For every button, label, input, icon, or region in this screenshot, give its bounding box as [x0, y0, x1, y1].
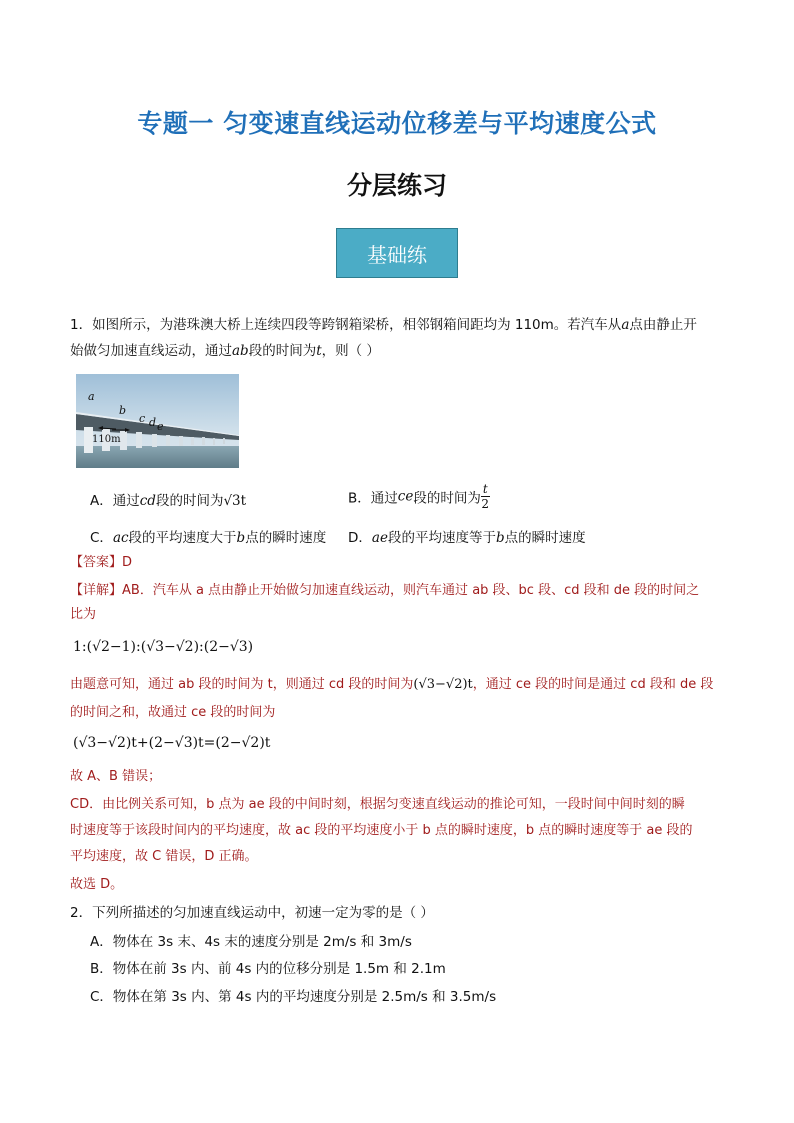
question-1-line-1: 1．如图所示，为港珠澳大桥上连续四段等跨钢箱梁桥，相邻钢箱间距均为 110m。若汽车从a点由静止开: [70, 317, 697, 333]
option-d: D．ae段的平均速度等于b点的瞬时速度: [348, 530, 586, 546]
bridge-photo: [76, 374, 239, 468]
detail-line-2: 由题意可知，通过 ab 段的时间为 t，则通过 cd 段的时间为(√3−√2)t，通过 ce 段的时间是通过 cd 段和 de 段: [70, 677, 714, 692]
ratio-formula: 1:(√2−1):(√3−√2):(2−√3): [73, 639, 254, 655]
option-c: C．ac段的平均速度大于b点的瞬时速度: [90, 530, 327, 546]
section-label: 基础练: [336, 228, 458, 278]
q2-option-c: C．物体在第 3s 内、第 4s 内的平均速度分别是 2.5m/s 和 3.5m/s: [90, 989, 497, 1005]
page-title: 专题一 匀变速直线运动位移差与平均速度公式: [137, 109, 657, 138]
q2-option-b: B．物体在前 3s 内、前 4s 内的位移分别是 1.5m 和 2.1m: [90, 961, 446, 977]
bridge-distance-label: 110m: [92, 434, 121, 445]
fraction-t-over-2: $\frac{t}{2}$: [481, 482, 490, 511]
detail-line-1: 【详解】AB．汽车从 a 点由静止开始做匀加速直线运动，则汽车通过 ab 段、bc 段、cd 段和 de 段的时间之: [70, 583, 700, 598]
option-a: A．通过cd段的时间为√3t: [90, 493, 247, 509]
detail-line-7: 平均速度，故 C 错误，D 正确。: [70, 849, 258, 864]
option-b: B．通过ce段的时间为 $\frac{t}{2}$: [348, 482, 490, 511]
detail-line-4: 故 A、B 错误；: [70, 769, 162, 784]
bridge-label-c: c: [139, 412, 146, 425]
detail-line-6: 时速度等于该段时间内的平均速度，故 ac 段的平均速度小于 b 点的瞬时速度，b 点的瞬时速度等于 ae 段的: [70, 823, 693, 838]
detail-line-1b: 比为: [70, 607, 97, 622]
bridge-label-b: b: [119, 404, 127, 417]
bridge-label-d: d: [149, 416, 157, 429]
bridge-label-a: a: [88, 390, 95, 403]
bridge-label-e: e: [157, 420, 164, 433]
detail-line-3: 的时间之和，故通过 ce 段的时间为: [70, 705, 276, 720]
question-2-stem: 2．下列所描述的匀加速直线运动中，初速一定为零的是（ ）: [70, 905, 434, 921]
q2-option-a: A．物体在 3s 末、4s 末的速度分别是 2m/s 和 3m/s: [90, 934, 412, 950]
question-1-line-2: 始做匀加速直线运动，通过ab段的时间为t，则（ ）: [70, 343, 380, 359]
detail-line-5: CD．由比例关系可知，b 点为 ae 段的中间时刻，根据匀变速直线运动的推论可知，一段时间中间时刻的瞬: [70, 797, 685, 812]
detail-line-8: 故选 D。: [70, 877, 124, 892]
answer-line: 【答案】D: [70, 555, 133, 570]
sum-formula: (√3−√2)t+(2−√3)t=(2−√2)t: [73, 735, 271, 751]
page-subtitle: 分层练习: [346, 171, 447, 200]
